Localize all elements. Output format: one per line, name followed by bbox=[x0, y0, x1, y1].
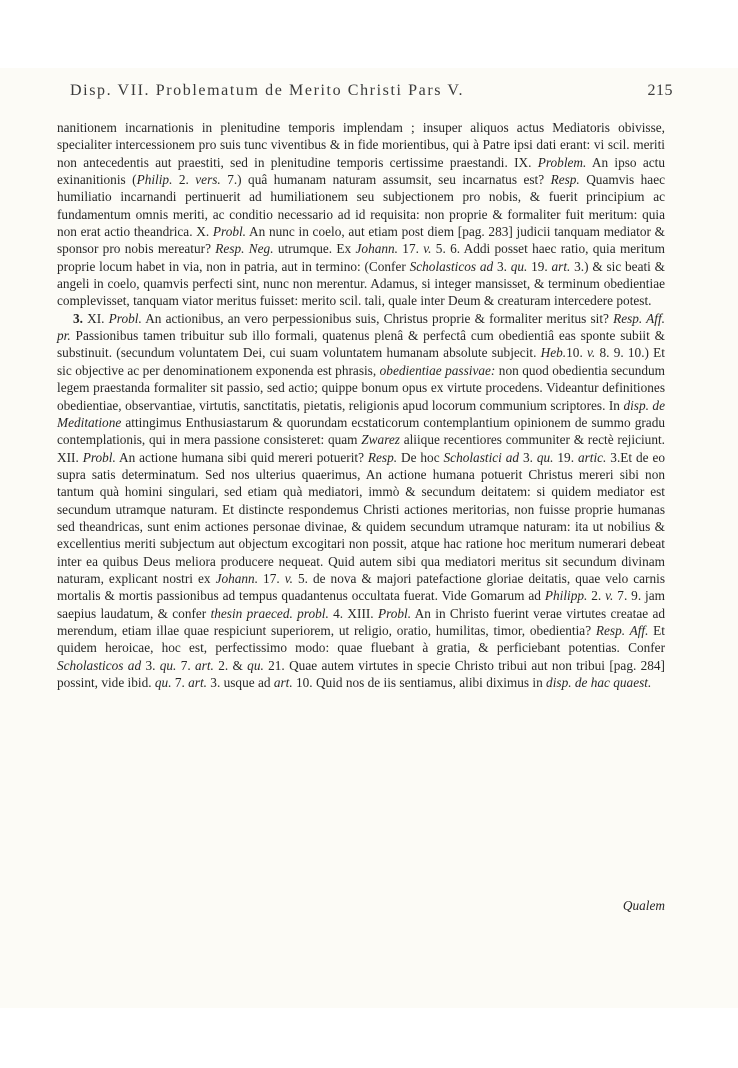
text-run: An actionibus, an vero perpessionibus suis, Christus proprie & formaliter meritus sit? bbox=[141, 310, 614, 326]
text-run: 2. & bbox=[213, 657, 248, 673]
text-run: 19. bbox=[553, 449, 578, 465]
running-head bbox=[70, 82, 673, 104]
italic-run: art. bbox=[273, 675, 293, 690]
text-run: attingimus Enthusiastarum & quorundam ecstaticorum contemplantium opinionem de summo gradu contemplationis, qui in mera passione consisteret: quam bbox=[57, 414, 665, 448]
text-run: An actione humana sibi quid mereri potuerit? bbox=[115, 449, 368, 465]
bold-run: 3. bbox=[73, 310, 83, 326]
italic-run: v. bbox=[605, 588, 614, 604]
text-run: 3. bbox=[141, 657, 160, 673]
text-run: 21. Quae autem virtutes in specie Christo tribui aut non tribui [pag. 284] possint, vide ibid. bbox=[57, 657, 665, 690]
italic-run: Probl. bbox=[82, 449, 116, 465]
italic-run: Problem. bbox=[537, 154, 587, 170]
text-run: Passionibus tamen tribuitur sub illo formali, quatenus plenâ & perfectâ cum obedientiâ eas sponte subiit & substinuit. (secundum voluntatem Dei, cui suam voluntatem humanam absolute subjecit. bbox=[57, 328, 665, 361]
italic-run: v. bbox=[423, 241, 432, 257]
text-run: nanitionem incarnationis in plenitudine temporis implendam ; insuper aliquos actus Mediatoris obivisse, specialiter intercessionem pro suis tunc viventibus & in fide morientibus, qui à Patre ipsi dati erant: vi scil. meriti non antecedentis aut praestiti, sed in plenitudine temporis certissime praestandi. IX. bbox=[57, 120, 665, 170]
italic-run: art. bbox=[195, 657, 214, 673]
paragraph bbox=[57, 310, 665, 692]
italic-run: v. bbox=[587, 345, 596, 361]
body-text bbox=[57, 119, 665, 691]
italic-run: Resp. bbox=[550, 172, 580, 188]
text-run: XI. bbox=[82, 310, 109, 326]
text-run: 7.) quâ humanam naturam assumsit, seu incarnatus est? bbox=[220, 172, 551, 188]
paragraph bbox=[57, 119, 665, 310]
text-run: aliique recentiores communiter & rectè rejiciunt. XII. bbox=[57, 432, 665, 465]
text-run: 5. de nova & majori patefactione gloriae deitatis, quae velo carnis mortalis & mortis passionibus ad tempus quadantenus occultata fuerat. Vide Gomarum ad bbox=[57, 570, 665, 604]
text-run: 10. Quid nos de iis sentiamus, alibi diximus in bbox=[292, 675, 547, 690]
text-run: De hoc bbox=[397, 449, 444, 465]
italic-run: Johann. bbox=[215, 570, 259, 586]
text-run: 7. bbox=[176, 657, 196, 673]
text-run: 8. 9. 10.) Et sic objective ac per denominationem exponenda est phrasis, bbox=[57, 345, 665, 378]
text-run: 7. 9. jam saepius laudatum, & confer bbox=[57, 588, 665, 621]
italic-run: disp. de hac quaest. bbox=[546, 675, 652, 690]
text-run: 3.) & sic beati & angeli in coelo, quamvis perfecti sint, nunc non merentur. Adamus, si integer mansisset, & terminum obedientiae complevisset, tanquam viator meritus fuisset: merito scil. tali, quale inter Deum & creaturam intercedere potest. bbox=[57, 258, 665, 309]
text-run: utrumque. Ex bbox=[273, 241, 356, 257]
text-run: 2. bbox=[172, 172, 196, 188]
italic-run: artic. bbox=[577, 449, 607, 465]
italic-run: Scholastici ad bbox=[443, 449, 520, 465]
italic-run: Johann. bbox=[355, 241, 398, 257]
text-run: 3.Et de eo supra satis determinatum. Sed nos ulterius quaerimus, An actione humana potuerit Christus mereri sibi non tantum quà homini singulari, sed etiam quà mediatori, immò & secundum deitatem: si quidem mediator est secundum utramque naturam. Et distincte respondemus Christi actiones meritorias, non fuisse proprie humanas sed theandricas, sunt enim actiones personae divinae, & quidem secundum utramque naturam: ita ut nobilius & excellentius meriti subjectum aut objectum excogitari non possit, atque hac ratione hoc meritum numerari debeat inter ea quibus Deus meliora producere nequeat. Quid autem sibi qua mediatori meritus sit secundum divinam naturam, explicant nostri ex bbox=[57, 449, 666, 586]
italic-run: Philip. bbox=[136, 172, 173, 188]
text-run: 17. bbox=[397, 241, 424, 257]
italic-run: Probl. bbox=[377, 605, 412, 621]
text-run: 4. XIII. bbox=[328, 605, 378, 621]
text-run: An ipso actu exinanitionis ( bbox=[57, 154, 665, 188]
italic-run: Resp. Neg. bbox=[215, 241, 274, 257]
text-run: 5. 6. Addi posset haec ratio, quia meritum proprie locum habet in via, non in patria, aut in termino: (Confer bbox=[57, 241, 665, 274]
italic-run: thesin praeced. probl. bbox=[210, 605, 329, 621]
italic-run: Probl. bbox=[108, 310, 142, 326]
italic-run: Resp. Aff. bbox=[595, 622, 649, 638]
text-run: 2. bbox=[587, 588, 606, 604]
text-run: An nunc in coelo, aut etiam post diem [pag. 283] judicii tanquam mediator & sponsor pro nobis mereatur? bbox=[57, 224, 666, 257]
italic-run: Scholasticos ad bbox=[409, 258, 494, 274]
italic-run: vers. bbox=[195, 172, 221, 188]
italic-run: Philipp. bbox=[544, 588, 588, 604]
italic-run: qu. bbox=[510, 258, 528, 274]
text-run: 3. bbox=[493, 258, 511, 274]
italic-run: qu. bbox=[536, 449, 554, 465]
italic-run: Resp. Aff. pr. bbox=[57, 310, 665, 344]
text-run: 7. bbox=[171, 675, 189, 690]
page-number: 215 bbox=[647, 82, 673, 99]
italic-run: art. bbox=[188, 675, 207, 690]
text-run: 10. bbox=[566, 345, 587, 361]
italic-run: Resp. bbox=[367, 449, 398, 465]
italic-run: art. bbox=[551, 258, 571, 274]
text-run: non quod obedientia secundum legem praestanda formaliter sit passio, sed actio; quippe bonum opus ex virtute procedens. Videantur definitiones obedientiae, observantiae, virtutis, sanctitatis, pietatis, religionis apud locorum communium scriptores. In bbox=[57, 362, 666, 413]
catchword: Qualem bbox=[622, 898, 665, 913]
italic-run: disp. de Meditatione bbox=[57, 397, 665, 430]
running-head-title: Disp. VII. Problematum de Merito Christi Pars V. bbox=[70, 82, 465, 99]
italic-run: qu. bbox=[154, 675, 172, 690]
text-run: 17. bbox=[258, 570, 285, 586]
text-run: 3. usque ad bbox=[206, 675, 274, 690]
italic-run: Zwarez bbox=[361, 432, 400, 448]
italic-run: Heb. bbox=[540, 345, 567, 361]
text-run: Et quidem heroicae, hoc est, perfectissimo modo: quae fluebant à gratia, & perficiebant potentias. Confer bbox=[57, 622, 665, 656]
text-run: Quamvis haec humiliatio incarnandi pertinuerit ad humiliationem seu subjectionem pro nobis, & fuerit principium ac fundamentum omnis meriti, ac conditio necessario ad id requisita: non proprie & formaliter fuit meritum: quia non erat actio theandrica. X. bbox=[57, 172, 666, 240]
italic-run: obedientiae passivae: bbox=[379, 362, 496, 378]
italic-run: qu. bbox=[159, 657, 177, 673]
italic-run: qu. bbox=[247, 657, 264, 673]
italic-run: Probl. bbox=[212, 224, 247, 240]
text-run: An in Christo fuerint verae virtutes creatae ad merendum, etiam illae quae respiciunt superiorem, ut religio, oratio, humilitas, timor, obedientia? bbox=[57, 605, 666, 638]
text-run: 19. bbox=[527, 258, 552, 274]
text-run: 3. bbox=[519, 449, 537, 465]
italic-run: v. bbox=[284, 570, 293, 586]
italic-run: Scholasticos ad bbox=[57, 657, 142, 673]
